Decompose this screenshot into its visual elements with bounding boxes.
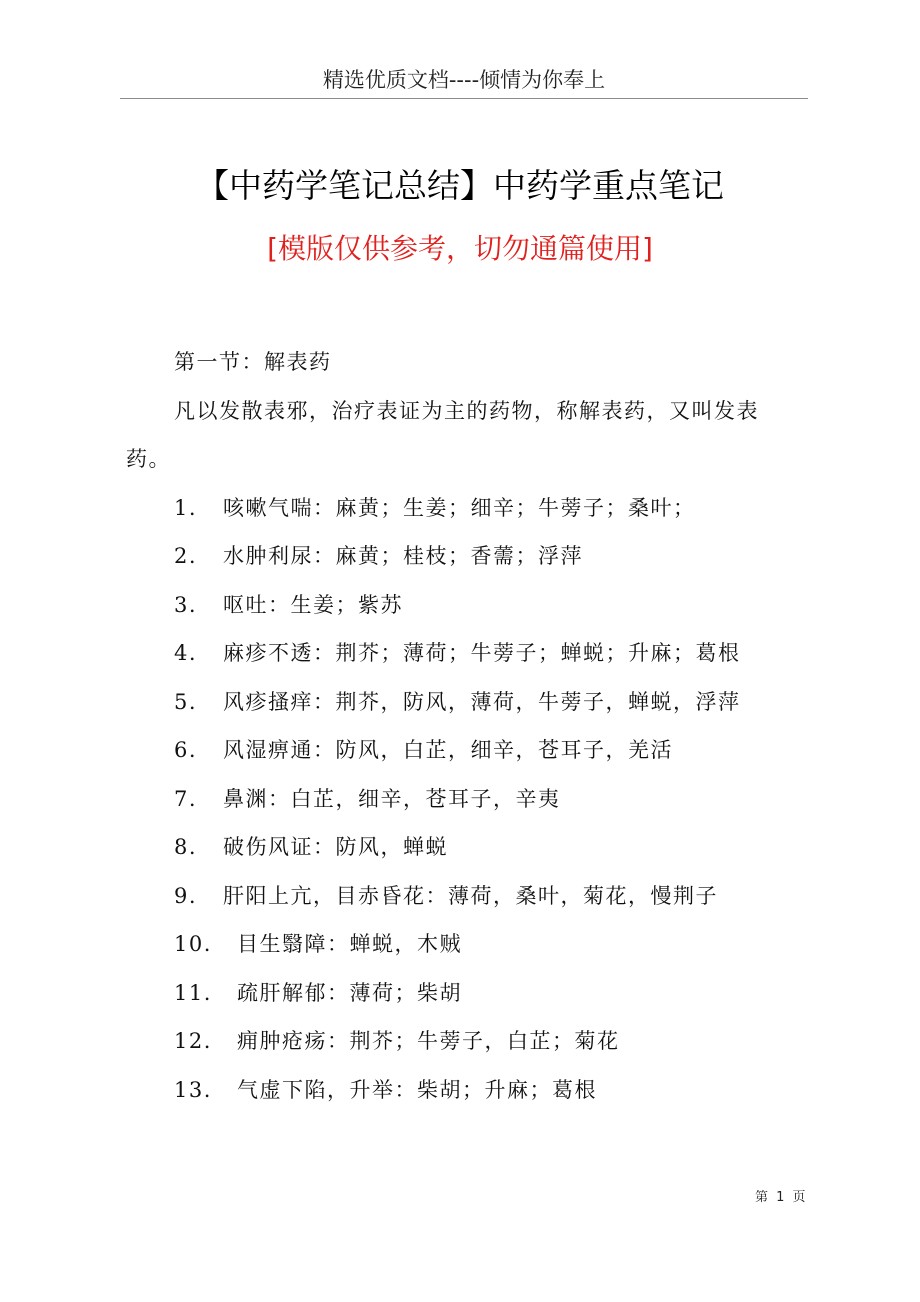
list-number: 9.: [174, 883, 198, 908]
list-number: 5.: [174, 689, 198, 714]
list-item: [126, 775, 796, 824]
list-item: [126, 532, 796, 581]
document-title: 【中药学笔记总结】中药学重点笔记: [196, 166, 724, 205]
list-text: 痈肿疮疡：荆芥；牛蒡子，白芷；菊花: [237, 1029, 620, 1053]
list-item: [126, 484, 796, 533]
list-text: 水肿利尿：麻黄；桂枝；香薷；浮萍: [223, 544, 583, 568]
list-number: 7.: [174, 786, 198, 811]
list-number: 10.: [174, 932, 212, 956]
list-text: 肝阳上亢，目赤昏花：薄荷，桑叶，菊花，慢荆子: [223, 883, 718, 908]
list-text: 鼻渊：白芷，细辛，苍耳子，辛夷: [223, 786, 561, 811]
page-number: 第 1 页: [755, 1190, 808, 1205]
list-text: 疏肝解郁：薄荷；柴胡: [237, 980, 462, 1005]
list-text: 风疹搔痒：荆芥，防风，薄荷，牛蒡子，蝉蜕，浮萍: [223, 689, 741, 714]
list-text: 咳嗽气喘：麻黄；生姜；细辛；牛蒡子；桑叶；: [223, 495, 696, 520]
list-item: [126, 872, 796, 921]
list-text: 麻疹不透：荆芥；薄荷；牛蒡子；蝉蜕；升麻；葛根: [223, 641, 741, 665]
list-item: [126, 581, 796, 630]
list-number: 8.: [174, 835, 198, 859]
list-number: 6.: [174, 738, 198, 762]
document-body: [126, 338, 796, 1114]
list-number: 11.: [174, 980, 212, 1005]
section-heading: 第一节：解表药: [174, 350, 332, 374]
list-item: [126, 629, 796, 678]
list-text: 破伤风证：防风，蝉蜕: [223, 835, 448, 859]
list-item: [126, 678, 796, 727]
list-text: 目生翳障：蝉蜕，木贼: [237, 932, 462, 956]
list-item: [126, 920, 796, 969]
list-text: 气虚下陷，升举：柴胡；升麻；葛根: [237, 1077, 597, 1102]
list-item: [126, 969, 796, 1018]
list-text: 呕吐：生姜；紫苏: [223, 592, 403, 617]
list-item: [126, 1066, 796, 1115]
list-number: 4.: [174, 641, 198, 665]
list-number: 2.: [174, 544, 198, 568]
document-subtitle: [模版仅供参考，切勿通篇使用]: [267, 232, 653, 265]
list-text: 风湿痹通：防风，白芷，细辛，苍耳子，羌活: [223, 738, 673, 762]
list-number: 12.: [174, 1029, 212, 1053]
list-item: [126, 823, 796, 872]
header-divider: [120, 98, 808, 99]
list-item: [126, 726, 796, 775]
page-header: 精选优质文档----倾情为你奉上: [322, 68, 606, 92]
list-number: 1.: [174, 495, 198, 520]
list-number: 3.: [174, 592, 198, 617]
list-number: 13.: [174, 1077, 212, 1102]
list-item: [126, 1017, 796, 1066]
intro-paragraph: 凡以发散表邪，治疗表证为主的药物，称解表药，又叫发表药。: [126, 398, 759, 471]
